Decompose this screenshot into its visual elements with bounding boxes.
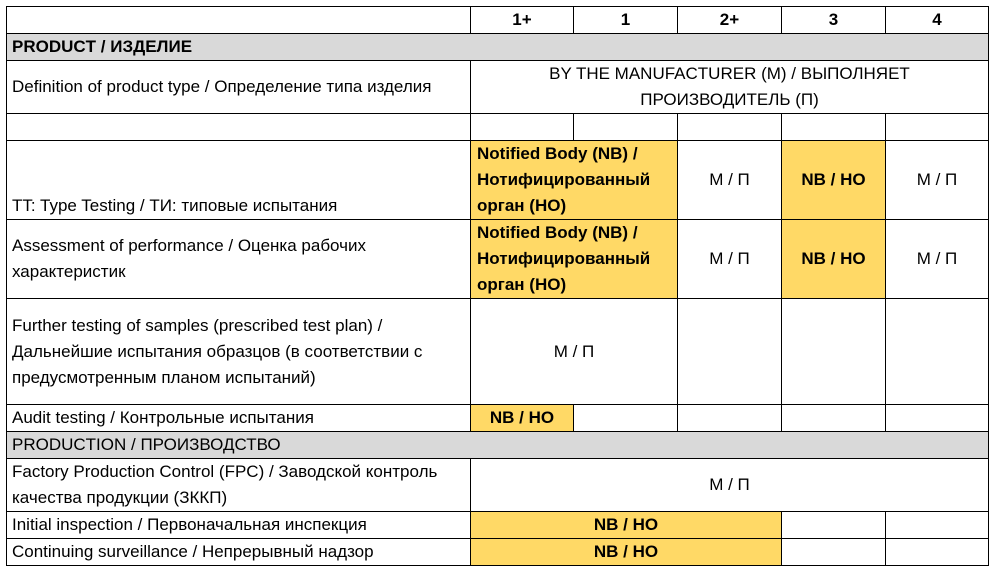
continuing-surveillance-value: NB / НО — [471, 539, 782, 566]
row-assessment — [7, 220, 989, 299]
col-header-2plus: 2+ — [678, 7, 782, 34]
assessment-3-cell: NB / НО — [782, 220, 886, 299]
row-label-assessment: Assessment of performance / Оценка рабочих характеристик — [7, 220, 471, 299]
fpc-value: M / П — [471, 459, 989, 512]
row-type-testing — [7, 141, 989, 220]
row-definition — [7, 61, 989, 114]
section-title-product: PRODUCT / ИЗДЕЛИЕ — [7, 34, 989, 61]
row-continuing-surveillance — [7, 539, 989, 566]
empty-cell — [886, 114, 989, 141]
row-label-initial-inspection: Initial inspection / Первоначальная инспекция — [7, 512, 471, 539]
empty-cell — [886, 539, 989, 566]
empty-cell — [782, 405, 886, 432]
empty-cell — [782, 539, 886, 566]
assessment-2plus-cell: M / П — [678, 220, 782, 299]
type-testing-nb-cell: Notified Body (NB) / Нотифицированный орган (НО) — [471, 141, 678, 220]
col-header-3: 3 — [782, 7, 886, 34]
audit-testing-value: NB / НО — [471, 405, 574, 432]
empty-cell — [574, 114, 678, 141]
row-label-continuing-surveillance: Continuing surveillance / Непрерывный надзор — [7, 539, 471, 566]
type-testing-4-cell: M / П — [886, 141, 989, 220]
empty-cell — [678, 114, 782, 141]
section-row-production — [7, 432, 989, 459]
header-blank-cell — [7, 7, 471, 34]
row-label-type-testing: TT: Type Testing / ТИ: типовые испытания — [7, 141, 471, 220]
row-label-definition: Definition of product type / Определение типа изделия — [7, 61, 471, 114]
col-header-1: 1 — [574, 7, 678, 34]
assessment-nb-cell: Notified Body (NB) / Нотифицированный орган (НО) — [471, 220, 678, 299]
assessment-4-cell: M / П — [886, 220, 989, 299]
row-fpc — [7, 459, 989, 512]
row-audit-testing — [7, 405, 989, 432]
col-header-4: 4 — [886, 7, 989, 34]
empty-cell — [782, 299, 886, 405]
empty-cell — [7, 114, 471, 141]
row-initial-inspection — [7, 512, 989, 539]
empty-cell — [886, 405, 989, 432]
empty-cell — [471, 114, 574, 141]
initial-inspection-value: NB / НО — [471, 512, 782, 539]
row-label-fpc: Factory Production Control (FPC) / Заводской контроль качества продукции (ЗККП) — [7, 459, 471, 512]
row-label-audit-testing: Audit testing / Контрольные испытания — [7, 405, 471, 432]
col-header-1plus: 1+ — [471, 7, 574, 34]
row-label-further-testing: Further testing of samples (prescribed test plan) / Дальнейшие испытания образцов (в соответствии с предусмотренным планом испытаний) — [7, 299, 471, 405]
section-title-production: PRODUCTION / ПРОИЗВОДСТВО — [7, 432, 989, 459]
empty-cell — [886, 512, 989, 539]
empty-cell — [782, 512, 886, 539]
row-further-testing — [7, 299, 989, 405]
empty-cell — [574, 405, 678, 432]
header-row — [7, 7, 989, 34]
empty-cell — [886, 299, 989, 405]
section-row-product — [7, 34, 989, 61]
empty-cell — [678, 405, 782, 432]
empty-cell — [678, 299, 782, 405]
empty-cell — [782, 114, 886, 141]
definition-value: BY THE MANUFACTURER (M) / ВЫПОЛНЯЕТ ПРОИЗВОДИТЕЛЬ (П) — [471, 61, 989, 114]
row-empty — [7, 114, 989, 141]
further-testing-value: M / П — [471, 299, 678, 405]
type-testing-2plus-cell: M / П — [678, 141, 782, 220]
certification-table — [6, 6, 989, 566]
type-testing-3-cell: NB / НО — [782, 141, 886, 220]
